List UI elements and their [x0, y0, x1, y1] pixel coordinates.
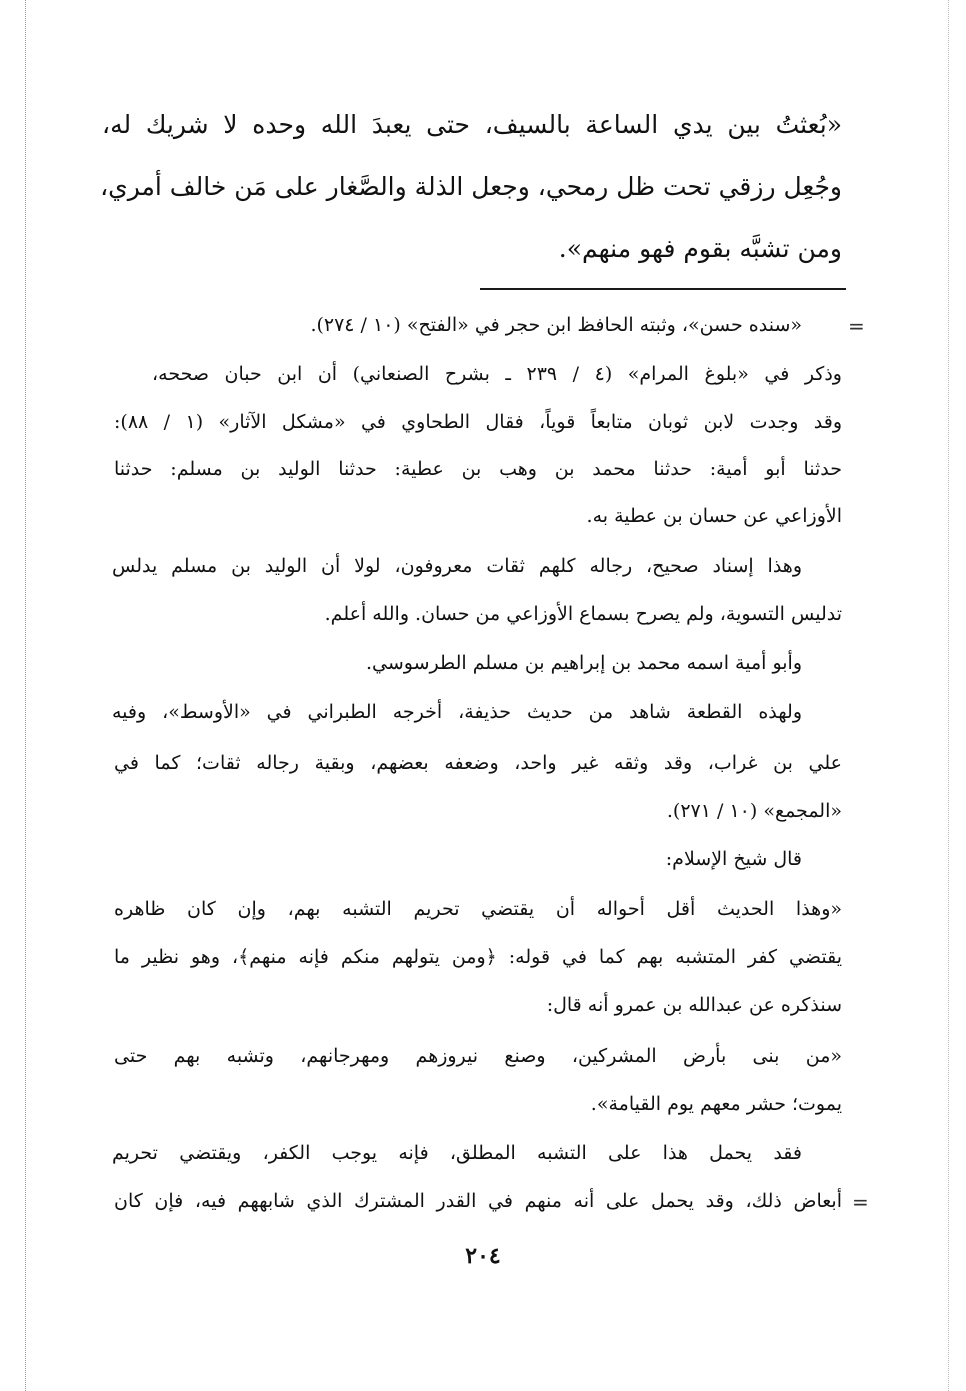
footnote-line-10: علي بن غراب، وقد وثقه غير واحد، وضعفه بعضهم، وبقية رجاله ثقات؛ كما في [114, 752, 842, 774]
footnote-line-14: يقتضي كفر المتشبه بهم كما في قوله: ﴿ومن يتولهم منكم فإنه منهم﴾، وهو نظير ما [114, 946, 842, 968]
footnote-line-19: أبعاض ذلك، وقد يحمل على أنه منهم في القدر المشترك الذي شابههم فيه، فإن كان [114, 1190, 842, 1212]
scan-edge-right [948, 0, 950, 1391]
footnote-line-3: وقد وجدت لابن ثوبان متابعاً قوياً، فقال الطحاوي في «مشكل الآثار» (١ / ٨٨): [114, 411, 843, 433]
footnote-line-12: قال شيخ الإسلام: [665, 848, 802, 870]
continuation-mark-end: = [852, 1190, 869, 1214]
footnote-line-13: «وهذا الحديث أقل أحواله أن يقتضي تحريم التشبه بهم، وإن كان ظاهره [114, 898, 842, 920]
continuation-mark-start: = [848, 314, 865, 338]
footnote-line-4: حدثنا أبو أمية: حدثنا محمد بن وهب بن عطية: حدثنا الوليد بن مسلم: حدثنا [114, 458, 842, 480]
footnote-line-7: تدليس التسوية، ولم يصرح بسماع الأوزاعي من حسان. والله أعلم. [324, 603, 842, 625]
footnote-line-6: وهذا إسناد صحيح، رجاله كلهم ثقات معروفون، لولا أن الوليد بن مسلم يدلس [112, 555, 802, 577]
page-number: ٢٠٤ [465, 1243, 501, 1269]
footnote-line-18: فقد يحمل هذا على التشبه المطلق، فإنه يوجب الكفر، ويقتضي تحريم [112, 1142, 802, 1164]
footnote-line-8: وأبو أمية اسمه محمد بن إبراهيم بن مسلم الطرسوسي. [366, 652, 802, 674]
footnote-line-1: «سنده حسن»، وثبته الحافظ ابن حجر في «الفتح» (١٠ / ٢٧٤). [310, 314, 802, 336]
footnote-line-17: يموت؛ حشر معهم يوم القيامة». [590, 1093, 842, 1115]
footnote-line-9: ولهذه القطعة شاهد من حديث حذيفة، أخرجه الطبراني في «الأوسط»، وفيه [112, 701, 802, 723]
footnote-line-16: «من بنى بأرض المشركين، وصنع نيروزهم ومهرجانهم، وتشبه بهم حتى [114, 1045, 842, 1067]
main-text-line-2: وجُعِل رزقي تحت ظل رمحي، وجعل الذلة والصَّغار على مَن خالف أمري، [100, 172, 842, 201]
footnote-line-11: «المجمع» (١٠ / ٢٧١). [666, 800, 842, 822]
footnote-separator [480, 288, 846, 290]
main-text-line-3: ومن تشبَّه بقوم فهو منهم». [558, 234, 842, 263]
scan-edge-left [25, 0, 27, 1391]
footnote-line-2: وذكر في «بلوغ المرام» (٤ / ٢٣٩ ـ بشرح الصنعاني) أن ابن حبان صححه، [152, 363, 842, 385]
main-text-line-1: «بُعثتُ بين يدي الساعة بالسيف، حتى يعبدَ الله وحده لا شريك له، [102, 110, 842, 139]
footnote-line-5: الأوزاعي عن حسان بن عطية به. [586, 505, 842, 527]
footnote-line-15: سنذكره عن عبدالله بن عمرو أنه قال: [546, 994, 842, 1016]
